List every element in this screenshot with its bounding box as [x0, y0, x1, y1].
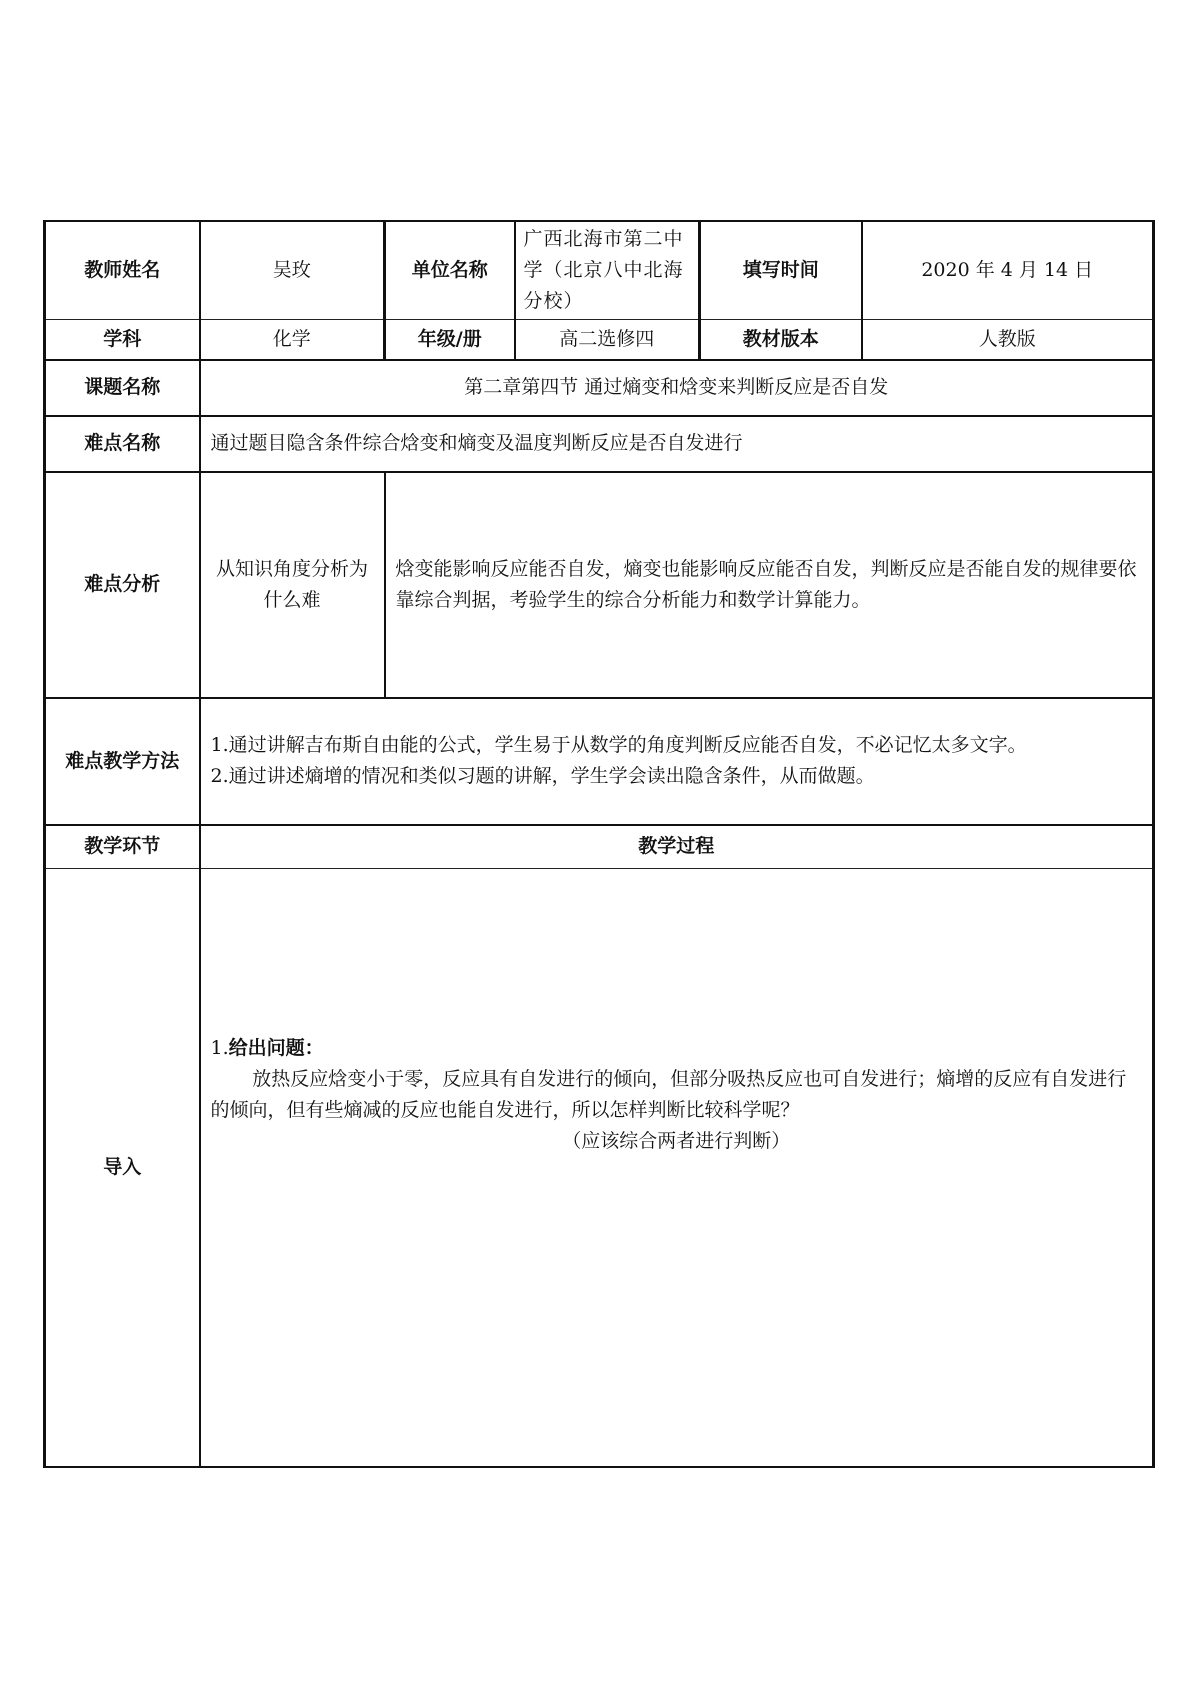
edition-value: 人教版 — [862, 320, 1154, 360]
unit-name-value: 广西北海市第二中学（北京八中北海分校） — [515, 221, 700, 320]
teaching-method-item-2: 2.通过讲述熵增的情况和类似习题的讲解，学生学会读出隐含条件，从而做题。 — [210, 765, 875, 787]
teaching-process-label: 教学过程 — [200, 825, 1154, 869]
intro-heading — [211, 1033, 1143, 1064]
analysis-sub-label: 从知识角度分析为什么难 — [200, 472, 385, 698]
intro-heading-text: 给出问题： — [228, 1037, 324, 1059]
teaching-stage-label: 教学环节 — [45, 825, 200, 869]
teaching-method-content — [200, 698, 1154, 825]
subject-value: 化学 — [200, 320, 385, 360]
teacher-name-label: 教师姓名 — [45, 221, 200, 320]
intro-content — [200, 869, 1154, 1467]
intro-paragraph: 放热反应焓变小于零，反应具有自发进行的倾向，但部分吸热反应也可自发进行；熵增的反应有自发进行的倾向，但有些熵减的反应也能自发进行，所以怎样判断比较科学呢？ — [210, 1068, 1127, 1121]
unit-name-label: 单位名称 — [385, 221, 515, 320]
intro-label: 导入 — [45, 869, 200, 1467]
lesson-plan-table — [43, 220, 1155, 1468]
difficulty-label: 难点名称 — [45, 416, 200, 472]
fill-date-label: 填写时间 — [700, 221, 862, 320]
topic-value: 第二章第四节 通过熵变和焓变来判断反应是否自发 — [200, 360, 1154, 416]
difficulty-value: 通过题目隐含条件综合焓变和熵变及温度判断反应是否自发进行 — [200, 416, 1154, 472]
intro-answer: （应该综合两者进行判断） — [562, 1130, 791, 1152]
grade-value: 高二选修四 — [515, 320, 700, 360]
teacher-name-value: 吴玫 — [200, 221, 385, 320]
fill-date-value: 2020 年 4 月 14 日 — [862, 221, 1154, 320]
intro-heading-number: 1. — [210, 1037, 229, 1059]
teaching-method-item-1: 1.通过讲解吉布斯自由能的公式，学生易于从数学的角度判断反应能否自发，不必记忆太多文字。 — [210, 734, 1027, 756]
analysis-label: 难点分析 — [45, 472, 200, 698]
analysis-value: 焓变能影响反应能否自发，熵变也能影响反应能否自发，判断反应是否能自发的规律要依靠综合判据，考验学生的综合分析能力和数学计算能力。 — [385, 472, 1154, 698]
edition-label: 教材版本 — [700, 320, 862, 360]
teaching-method-label: 难点教学方法 — [45, 698, 200, 825]
subject-label: 学科 — [45, 320, 200, 360]
grade-label: 年级/册 — [385, 320, 515, 360]
topic-label: 课题名称 — [45, 360, 200, 416]
